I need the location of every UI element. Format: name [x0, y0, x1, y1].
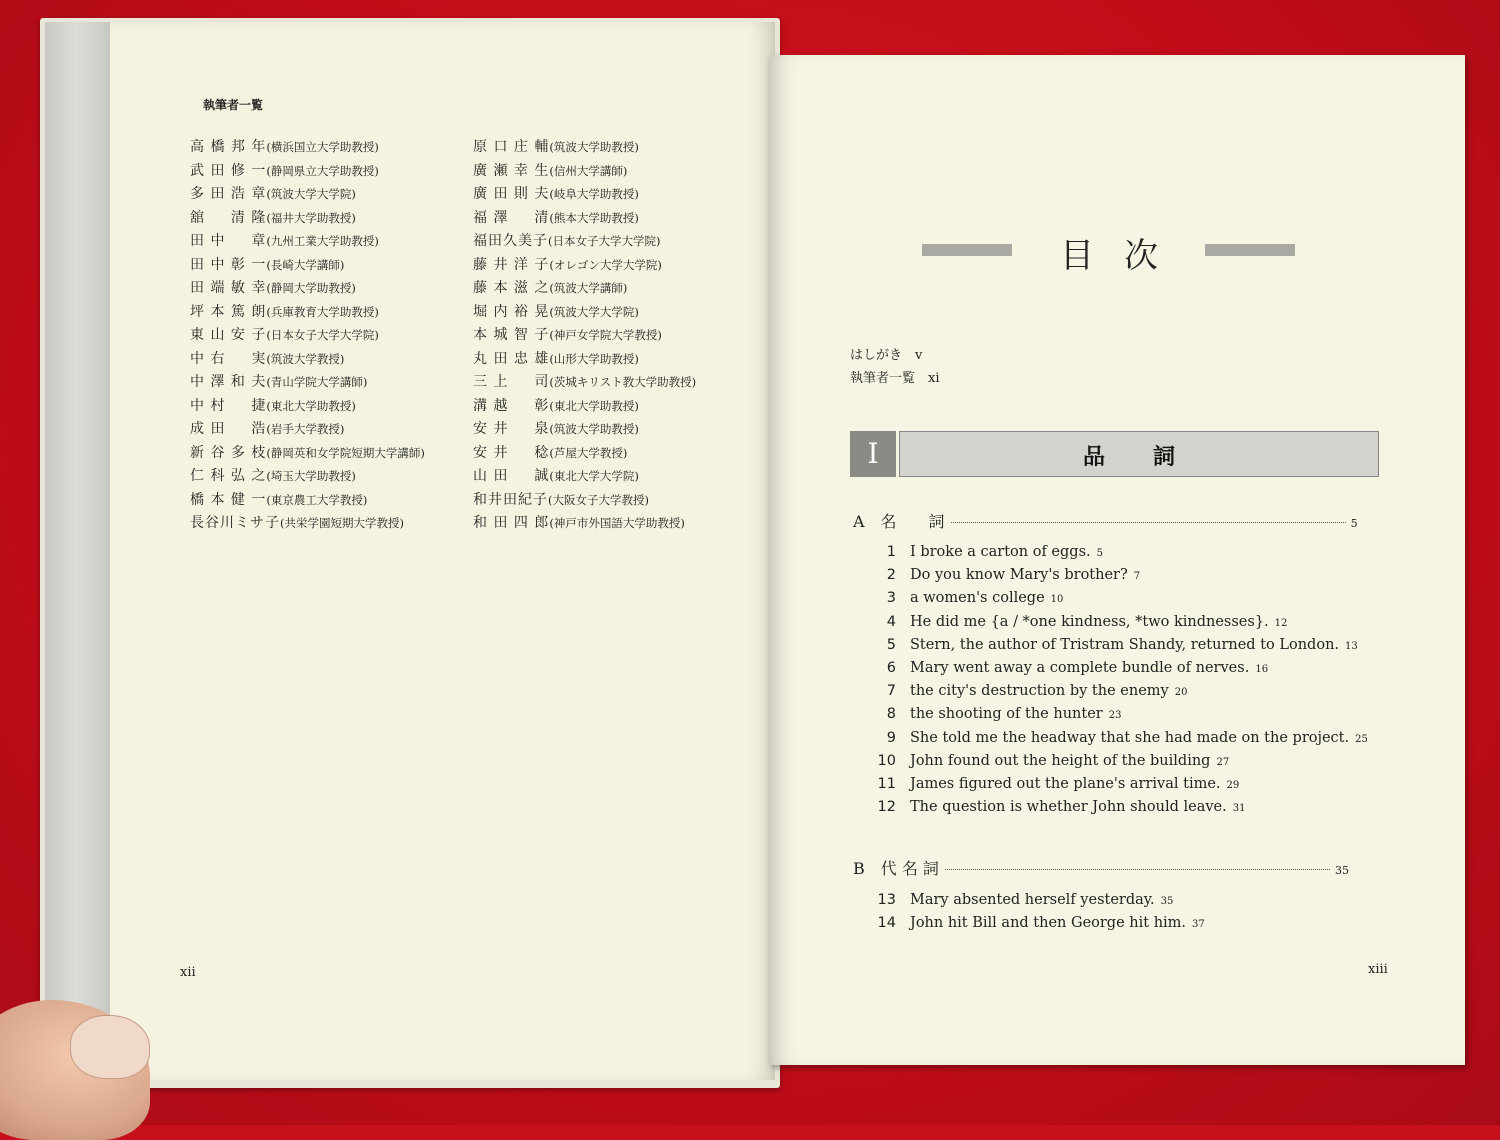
contributor-row: 田 端 敏 幸(静岡大学助教授): [190, 280, 356, 296]
toc-entry[interactable]: 1 I broke a carton of eggs. 5: [886, 544, 1103, 560]
contributor-row: 安 井 泉(筑波大学助教授): [473, 421, 639, 437]
left-page-number: xii: [180, 965, 196, 980]
toc-entry[interactable]: 13 Mary absented herself yesterday. 35: [877, 892, 1174, 908]
contributors-heading: 執筆者一覧: [203, 98, 264, 112]
toc-entry[interactable]: 12 The question is whether John should leave. 31: [877, 799, 1246, 816]
toc-entry[interactable]: 9 She told me the headway that she had made on the project. 25: [886, 729, 1368, 746]
toc-entry[interactable]: 2 Do you know Mary's brother? 7: [886, 567, 1141, 584]
contributor-row: 原 口 庄 輔(筑波大学助教授): [473, 139, 639, 155]
contributor-row: 丸 田 忠 雄(山形大学助教授): [473, 350, 639, 367]
contributor-row: 武 田 修 一(静岡県立大学助教授): [190, 162, 379, 179]
contributor-row: 橋 本 健 一(東京農工大学教授): [190, 491, 368, 508]
contributor-row: 堀 内 裕 晃(筑波大学大学院): [473, 303, 639, 320]
subsection-b-entries: [868, 892, 1205, 938]
subsection-b-heading: B 代 名 詞 35: [853, 859, 1350, 878]
toc-entry[interactable]: 4 He did me {a / *one kindness, *two kindnesses}. 12: [886, 613, 1288, 630]
contributor-row: 藤 井 洋 子(オレゴン大学大学院): [473, 256, 662, 273]
contributor-row: 新 谷 多 枝(静岡英和女学院短期大学講師): [190, 444, 425, 461]
toc-entry[interactable]: 6 Mary went away a complete bundle of nerves. 16: [886, 659, 1269, 676]
contributor-row: 福田久美子(日本女子大学大学院): [473, 233, 661, 249]
toc-title: 目次: [1060, 236, 1188, 276]
contributor-row: 中 澤 和 夫(青山学院大学講師): [190, 374, 368, 390]
section-title: 品詞: [1083, 444, 1224, 470]
contributor-row: 田 中 章(九州工業大学助教授): [190, 233, 379, 249]
contributor-row: 和井田紀子(大阪女子大学教授): [473, 491, 649, 508]
contributor-row: 廣 瀬 幸 生(信州大学講師): [473, 162, 628, 179]
contributor-row: 安 井 稔(芦屋大学教授): [473, 444, 628, 461]
contributor-row: 坪 本 篤 朗(兵庫教育大学助教授): [190, 303, 379, 320]
front-matter-preface: はしがき v: [850, 348, 923, 363]
contributor-row: 成 田 浩(岩手大学教授): [190, 421, 345, 437]
contributor-row: 中 右 実(筑波大学教授): [190, 350, 345, 367]
toc-entry[interactable]: 14 John hit Bill and then George hit him. 37: [877, 915, 1205, 932]
contributors-column-a: [190, 136, 425, 536]
contributor-row: 舘 清 隆(福井大学助教授): [190, 209, 356, 226]
toc-entry[interactable]: 8 the shooting of the hunter 23: [886, 706, 1122, 723]
contributor-row: 廣 田 則 夫(岐阜大学助教授): [473, 186, 639, 202]
subsection-a-heading: A 名 詞 5: [853, 512, 1358, 531]
contributors-column-b: [473, 136, 696, 536]
right-page-number: xiii: [1368, 962, 1388, 977]
title-bar-left: [922, 244, 1012, 256]
contributor-row: 本 城 智 子(神戸女学院大学教授): [473, 327, 662, 343]
section-numeral: I: [850, 431, 896, 477]
toc-entry[interactable]: 11 James figured out the plane's arrival time. 29: [877, 775, 1240, 792]
toc-entry[interactable]: 7 the city's destruction by the enemy 20: [886, 683, 1188, 700]
front-matter-contributors: 執筆者一覧 xi: [850, 371, 940, 386]
contributor-row: 仁 科 弘 之(埼玉大学助教授): [190, 468, 356, 484]
toc-entry[interactable]: 5 Stern, the author of Tristram Shandy, returned to London. 13: [886, 636, 1358, 653]
contributor-row: 東 山 安 子(日本女子大学大学院): [190, 327, 379, 343]
contributor-row: 三 上 司(茨城キリスト教大学助教授): [473, 374, 697, 390]
subsection-a-entries: [868, 544, 1368, 822]
toc-entry[interactable]: 10 John found out the height of the building 27: [877, 752, 1230, 769]
contributor-row: 溝 越 彰(東北大学助教授): [473, 397, 639, 414]
contributor-row: 山 田 誠(東北大学大学院): [473, 468, 639, 484]
contributor-row: 藤 本 滋 之(筑波大学講師): [473, 280, 628, 296]
contributor-row: 長谷川ミサ子(共栄学園短期大学教授): [190, 515, 404, 531]
contributor-row: 多 田 浩 章(筑波大学大学院): [190, 186, 356, 202]
contributor-row: 福 澤 清(熊本大学助教授): [473, 209, 639, 226]
contributor-row: 高 橋 邦 年(横浜国立大学助教授): [190, 139, 379, 155]
contributor-row: 中 村 捷(東北大学助教授): [190, 397, 356, 414]
toc-entry[interactable]: 3 a women's college 10: [886, 590, 1064, 607]
contributor-row: 和 田 四 郎(神戸市外国語大学助教授): [473, 515, 685, 531]
contributor-row: 田 中 彰 一(長崎大学講師): [190, 256, 345, 273]
title-bar-right: [1205, 244, 1295, 256]
thumbnail-nail: [70, 1015, 150, 1079]
